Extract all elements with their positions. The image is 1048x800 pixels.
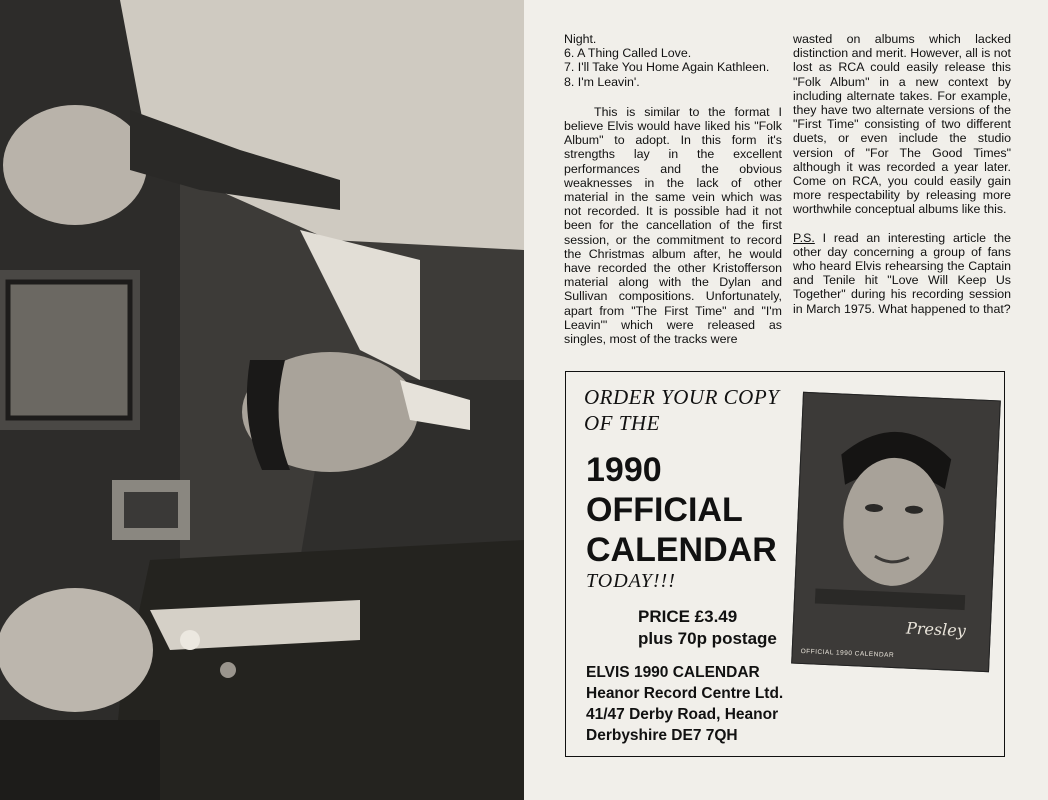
ad-order-heading — [584, 384, 779, 436]
article-paragraph: wasted on albums which lacked distinction and merit. However, all is not lost as RCA could easily release this "Folk Album" in a new context by including alternate takes. For example, they have two alternate versions of the "First Time" consisting of two different duets, or even include the studio version of "For The Good Times" although it was recorded a year later. Come on RCA, you could easily gain more respectability by releasing more worthwhile conceptual albums like this. — [793, 32, 1011, 217]
ad-address — [586, 662, 783, 746]
track-item: 7. I'll Take You Home Again Kathleen. — [564, 60, 770, 75]
calendar-image — [791, 392, 1001, 672]
ad-today: TODAY!!! — [586, 570, 676, 592]
ad-title-official: OFFICIAL — [586, 491, 743, 529]
ad-price: PRICE £3.49 — [638, 607, 738, 626]
ad-address-line: 41/47 Derby Road, Heanor — [586, 706, 779, 723]
ad-title — [586, 450, 777, 570]
track-item: 8. I'm Leavin'. — [564, 74, 640, 89]
calendar-signature: Presley — [905, 618, 967, 641]
track-item: 6. A Thing Called Love. — [564, 46, 692, 61]
ad-title-calendar: CALENDAR — [586, 531, 777, 569]
ad-address-line: Heanor Record Centre Ltd. — [586, 685, 784, 702]
ps-text: I read an interesting article the other day concerning a group of fans who heard Elvis rehearsing the Captain and Tenile hit "Love Will Keep Us Together" during his recording session in March 1975. What happened to that? — [793, 230, 1011, 316]
ps-label: P.S. — [793, 230, 815, 245]
article-column-left — [564, 32, 782, 360]
ad-address-line: ELVIS 1990 CALENDAR — [586, 664, 760, 681]
ad-title-year: 1990 — [586, 451, 662, 489]
ad-postage: plus 70p postage — [638, 629, 777, 648]
ad-price-block — [638, 606, 777, 650]
ad-address-line: Derbyshire DE7 7QH — [586, 727, 738, 744]
postscript — [793, 231, 1011, 316]
calendar-footer: OFFICIAL 1990 CALENDAR — [800, 647, 895, 660]
elvis-portrait — [815, 414, 973, 610]
article-column-right — [793, 32, 1011, 330]
article-paragraph: This is similar to the format I believe Elvis would have liked his "Folk Album" to adopt. In this form it's strengths lay in the excellent performances and the obvious weaknesses in the lack of other material in the same vein which was not recorded. It is possible had it not been for the cancellation of the first session, or the commitment to record the Christmas album after, he would have recorded the other Kristofferson material along with the Dylan and Sullivan compositions. Unfortunately, apart from "The First Time" and "I'm Leavin'" which were released as singles, most of the tracks were — [564, 104, 782, 347]
ad-order-line: ORDER YOUR COPY — [584, 385, 780, 409]
track-list — [564, 32, 782, 89]
ad-order-line: OF THE — [584, 411, 660, 435]
track-item: Night. — [564, 32, 597, 46]
